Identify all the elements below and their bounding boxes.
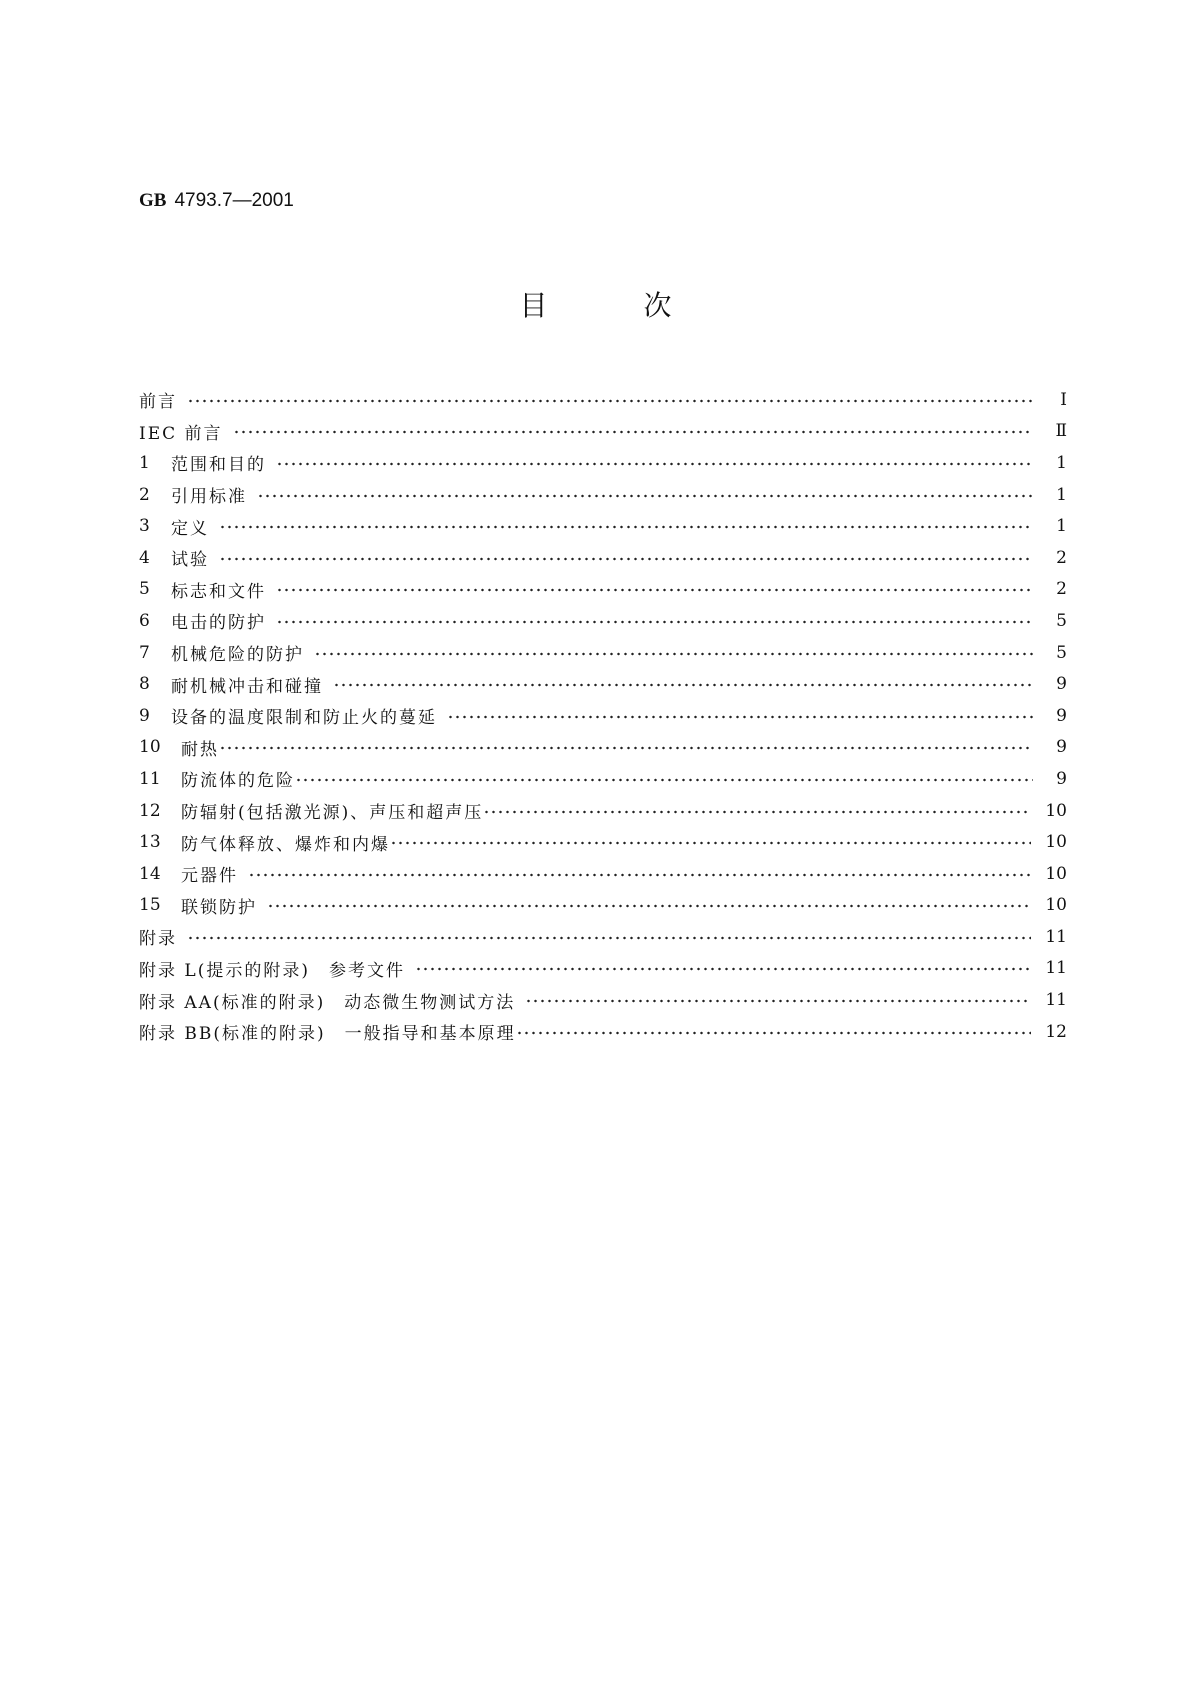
toc-entry-number: 14 (139, 863, 161, 884)
toc-entry-label: 定义 (171, 518, 209, 539)
toc-entry-label: 防流体的危险 (181, 771, 295, 792)
toc-entry[interactable] (139, 574, 1067, 606)
toc-entry[interactable] (139, 953, 1067, 985)
table-of-contents (139, 384, 1067, 1047)
toc-entry-label: 耐热 (181, 739, 219, 760)
toc-entry-page: 9 (1056, 737, 1067, 758)
toc-entry-number: 4 (139, 547, 150, 568)
toc-entry-label: 元器件 (181, 866, 238, 887)
toc-entry-label: 机械危险的防护 (171, 645, 304, 666)
toc-entry-number: 12 (139, 800, 161, 821)
toc-entry-number: 7 (139, 642, 150, 663)
toc-entry-page: 10 (1045, 895, 1067, 916)
toc-entry[interactable] (139, 763, 1067, 795)
toc-entry[interactable] (139, 826, 1067, 858)
dot-leader (187, 399, 1033, 403)
toc-entry-page: 9 (1056, 768, 1067, 789)
dot-leader (187, 936, 1031, 940)
toc-entry-label: 耐机械冲击和碰撞 (171, 676, 323, 697)
toc-entry-label: IEC 前言 (139, 423, 223, 444)
toc-entry-page: 1 (1056, 516, 1067, 537)
toc-entry[interactable] (139, 510, 1067, 542)
toc-entry-label: 附录 BB(标准的附录) 一般指导和基本原理 (139, 1024, 516, 1045)
toc-entry[interactable] (139, 921, 1067, 953)
standard-code: 4793.7—2001 (174, 190, 294, 211)
dot-leader (248, 873, 1031, 877)
toc-entry-label: 附录 L(提示的附录) 参考文件 (139, 960, 405, 981)
toc-entry-number: 6 (139, 610, 150, 631)
toc-entry-label: 联锁防护 (181, 897, 257, 918)
dot-leader (295, 778, 1033, 782)
toc-entry-page: Ⅰ (1060, 389, 1067, 410)
toc-entry[interactable] (139, 858, 1067, 890)
toc-entry[interactable] (139, 416, 1067, 448)
toc-entry-label: 试验 (171, 550, 209, 571)
toc-entry[interactable] (139, 732, 1067, 764)
toc-entry-page: 10 (1045, 832, 1067, 853)
dot-leader (219, 557, 1033, 561)
toc-entry-label: 引用标准 (171, 487, 247, 508)
toc-entry[interactable] (139, 447, 1067, 479)
toc-entry-page: 12 (1045, 1021, 1067, 1042)
toc-entry-label: 设备的温度限制和防止火的蔓延 (171, 708, 437, 729)
toc-entry-number: 3 (139, 516, 150, 537)
dot-leader (233, 430, 1033, 434)
toc-entry-number: 15 (139, 895, 161, 916)
dot-leader (483, 810, 1031, 814)
toc-entry[interactable] (139, 1016, 1067, 1048)
toc-entry[interactable] (139, 384, 1067, 416)
toc-entry-number: 2 (139, 484, 150, 505)
toc-entry-number: 13 (139, 832, 161, 853)
toc-entry[interactable] (139, 890, 1067, 922)
toc-entry-label: 防辐射(包括激光源)、声压和超声压 (181, 803, 484, 824)
dot-leader (219, 746, 1033, 750)
toc-entry-page: 1 (1056, 484, 1067, 505)
toc-entry-page: 2 (1056, 579, 1067, 600)
toc-entry-label: 防气体释放、爆炸和内爆 (181, 834, 390, 855)
toc-entry-number: 9 (139, 705, 150, 726)
toc-entry-number: 8 (139, 674, 150, 695)
toc-entry-page: 9 (1056, 674, 1067, 695)
toc-entry-page: 11 (1045, 990, 1067, 1011)
toc-entry-label: 标志和文件 (171, 581, 266, 602)
toc-entry-page: 11 (1045, 958, 1067, 979)
toc-entry-page: 10 (1045, 800, 1067, 821)
dot-leader (516, 1031, 1032, 1035)
dot-leader (314, 652, 1033, 656)
toc-entry[interactable] (139, 605, 1067, 637)
toc-entry-page: 11 (1045, 926, 1067, 947)
dot-leader (276, 588, 1033, 592)
toc-entry-page: 5 (1056, 642, 1067, 663)
page-title (0, 284, 1191, 324)
toc-entry-number: 1 (139, 452, 150, 473)
toc-entry[interactable] (139, 637, 1067, 669)
toc-entry-page: Ⅱ (1055, 421, 1067, 442)
toc-entry[interactable] (139, 479, 1067, 511)
toc-entry-number: 10 (139, 737, 161, 758)
toc-entry-page: 10 (1045, 863, 1067, 884)
dot-leader (276, 620, 1033, 624)
standard-prefix: GB (139, 190, 167, 211)
toc-entry-page: 9 (1056, 705, 1067, 726)
toc-entry-label: 附录 (139, 929, 177, 950)
toc-entry[interactable] (139, 668, 1067, 700)
toc-entry[interactable] (139, 542, 1067, 574)
toc-entry-page: 2 (1056, 547, 1067, 568)
dot-leader (333, 683, 1033, 687)
dot-leader (257, 494, 1033, 498)
toc-entry-label: 前言 (139, 392, 177, 413)
toc-entry[interactable] (139, 984, 1067, 1016)
title-char: 次 (643, 289, 672, 322)
title-char: 目 (519, 289, 548, 322)
toc-entry-label: 附录 AA(标准的附录) 动态微生物测试方法 (139, 992, 516, 1013)
dot-leader (447, 715, 1033, 719)
toc-entry-number: 5 (139, 579, 150, 600)
dot-leader (525, 999, 1031, 1003)
toc-entry[interactable] (139, 795, 1067, 827)
toc-entry-page: 1 (1056, 452, 1067, 473)
toc-entry[interactable] (139, 700, 1067, 732)
dot-leader (390, 841, 1031, 845)
dot-leader (219, 525, 1033, 529)
toc-entry-label: 电击的防护 (171, 613, 266, 634)
dot-leader (415, 967, 1031, 971)
dot-leader (276, 462, 1033, 466)
toc-entry-number: 11 (139, 768, 161, 789)
toc-entry-page: 5 (1056, 610, 1067, 631)
dot-leader (267, 904, 1031, 908)
standard-number (139, 190, 294, 212)
toc-entry-label: 范围和目的 (171, 455, 266, 476)
